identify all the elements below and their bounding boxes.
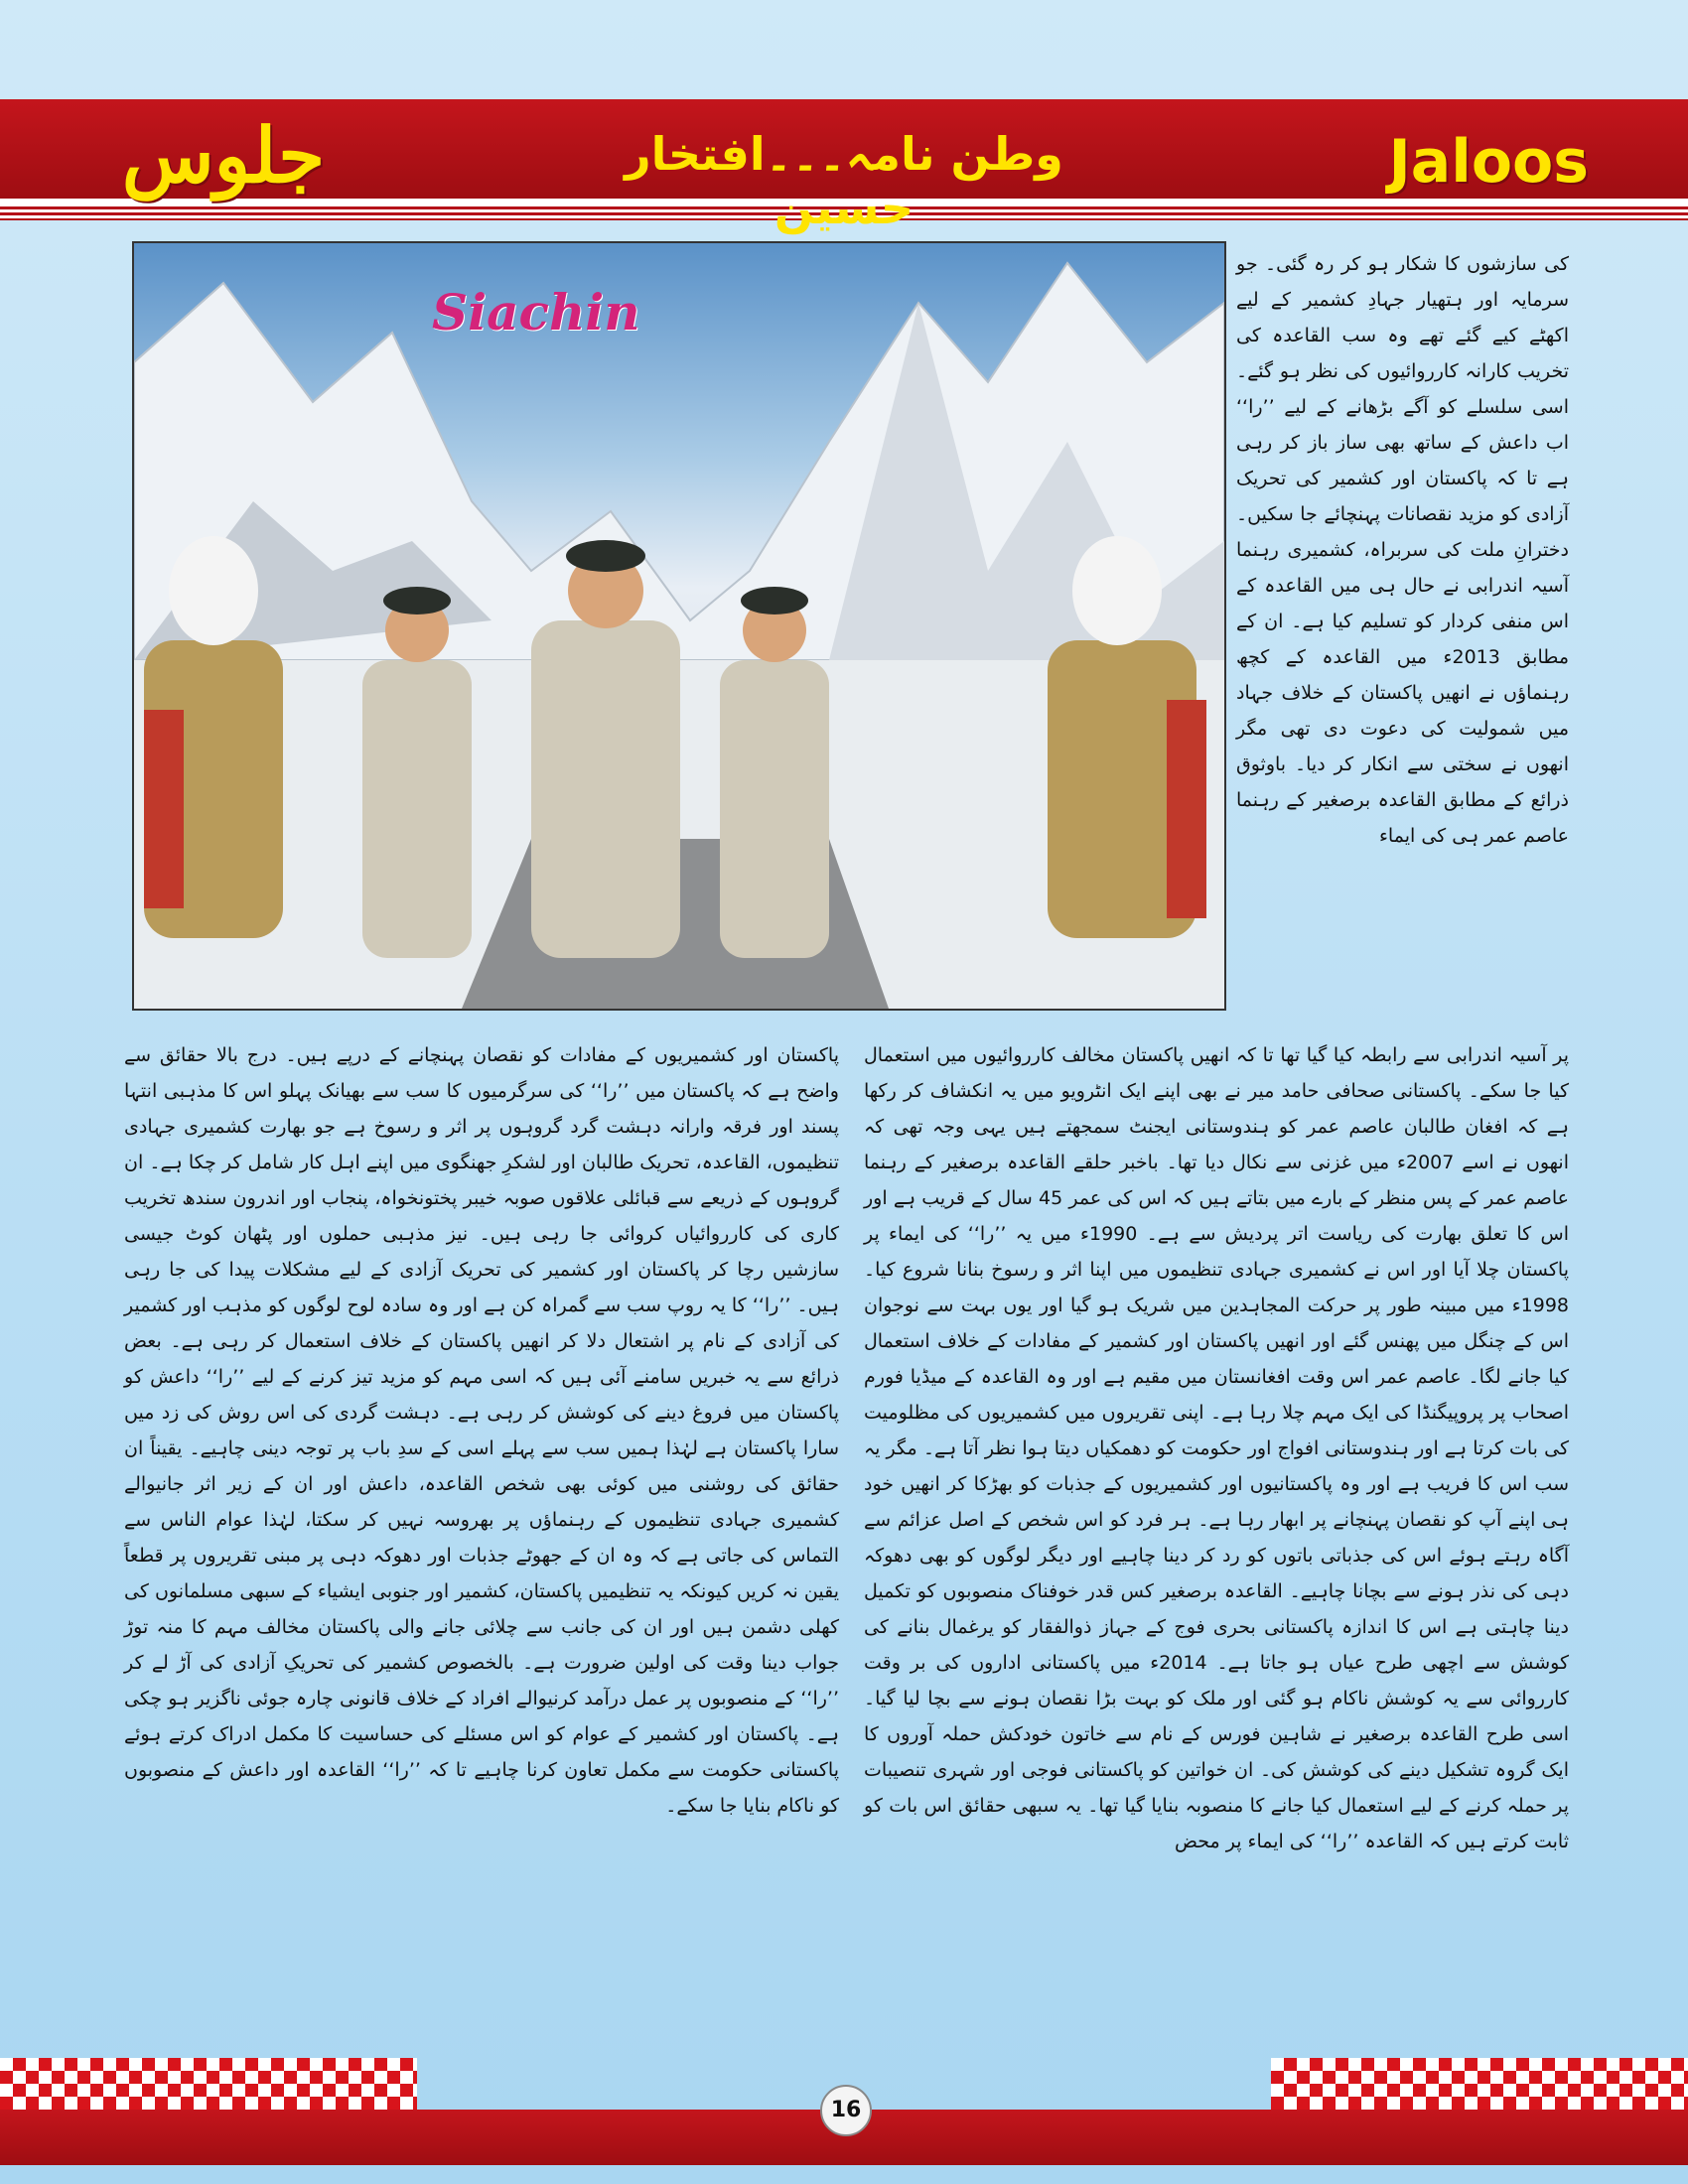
page-number: 16 <box>820 2085 872 2136</box>
photo-illustration <box>134 243 1224 1009</box>
article-paragraph: کی سازشوں کا شکار ہو کر رہ گئی۔ جو سرمایہ اور ہتھیار جہادِ کشمیر کے لیے اکھٹے کیے گئے تھے وہ سب القاعدہ کی تخریب کارانہ کارروائیوں کی نظر ہو گئے۔ اسی سلسلے کو آگے بڑھانے کے لیے ’’را‘‘ اب داعش کے ساتھ بھی ساز باز کر رہی ہے تا کہ پاکستان اور کشمیر کی تحریک آزادی کو مزید نقصانات پہنچائے جا سکیں۔ دخترانِ ملت کی سربراہ، کشمیری رہنما آسیہ اندرابی نے حال ہی میں القاعدہ کے اس منفی کردار کو تسلیم کیا ہے۔ ان کے مطابق 2013ء میں القاعدہ کے کچھ رہنماؤں نے انھیں پاکستان کے خلاف جہاد میں شمولیت کی دعوت دی تھی مگر انھوں نے سختی سے انکار کر دیا۔ باوثوق ذرائع کے مطابق القاعدہ برصغیر کے رہنما عاصم عمر ہی کی ایماء <box>1236 253 1569 847</box>
column-title: وطن نامہ۔۔۔افتخار حسین <box>625 127 1063 234</box>
magazine-logo-urdu: جلوس <box>121 111 326 200</box>
footer-checker-left <box>0 2058 417 2110</box>
footer-checker-right <box>1271 2058 1688 2110</box>
article-column-left <box>124 1037 839 1824</box>
photo-caption: Siachin <box>432 283 640 341</box>
article-paragraph: پر آسیہ اندرابی سے رابطہ کیا گیا تھا تا کہ انھیں پاکستان مخالف کارروائیوں میں استعمال کیا جا سکے۔ پاکستانی صحافی حامد میر نے بھی اپنے ایک انٹرویو میں یہ انکشاف کر رکھا ہے کہ افغان طالبان عاصم عمر کو ہندوستانی ایجنٹ سمجھتے ہیں یہی وجہ تھی کہ انھوں نے اسے 2007ء میں غزنی سے نکال دیا تھا۔ باخبر حلقے القاعدہ برصغیر کے رہنما عاصم عمر کے پس منظر کے بارے میں بتاتے ہیں کہ اس کی عمر 45 سال کے قریب ہے اور اس کا تعلق بھارت کی ریاست اتر پردیش سے ہے۔ 1990ء میں یہ ’’را‘‘ کی ایماء پر پاکستان چلا آیا اور اس نے کشمیری جہادی تنظیموں میں اپنا اثر و رسوخ بنانا شروع کیا۔ 1998ء میں مبینہ طور پر حرکت المجاہدین میں شریک ہو گیا اور یوں بہت سے نوجوان اس کے چنگل میں پھنس گئے اور انھیں پاکستان اور کشمیر کے مفادات کے خلاف استعمال کیا جانے لگا۔ عاصم عمر اس وقت افغانستان میں مقیم ہے اور وہ القاعدہ کے میڈیا فورم اصحاب پر پروپیگنڈا کی ایک مہم چلا رہا ہے۔ اپنی تقریروں میں کشمیریوں کی مظلومیت کی بات کرتا ہے اور ہندوستانی افواج اور حکومت کو دھمکیاں دیتا ہوا نظر آتا ہے۔ مگر یہ سب اس کا فریب ہے اور وہ پاکستانیوں اور کشمیریوں کے جذبات کو بھڑکا کر انھیں خود ہی اپنے آپ کو نقصان پہنچانے پر ابھار رہا ہے۔ ہر فرد کو اس شخص کے اصل عزائم سے آگاہ رہتے ہوئے اس کی جذباتی باتوں کو رد کر دینا چاہیے اور دیگر لوگوں کو بھی دھوکہ دہی کی نذر ہونے سے بچانا چاہیے۔ القاعدہ برصغیر کس قدر خوفناک منصوبوں کو تکمیل دینا چاہتی ہے اس کا اندازہ پاکستانی بحری فوج کے جہاز ذوالفقار کو یرغمال بنانے کی کوشش سے اچھی طرح عیاں ہو جاتا ہے۔ 2014ء میں پاکستانی اداروں کی بر وقت کارروائی سے یہ کوشش ناکام ہو گئی اور ملک کو بہت بڑا نقصان ہونے سے بچا لیا گیا۔ اسی طرح القاعدہ برصغیر نے شاہین فورس کے نام سے خاتون خودکش حملہ آوروں کا ایک گروہ تشکیل دینے کی کوشش کی۔ ان خواتین کو پاکستانی فوجی اور شہری تنصیبات پر حملہ کرنے کے لیے استعمال کیا جانے کا منصوبہ بنایا گیا تھا۔ یہ سبھی حقائق اس بات کو ثابت کرتے ہیں کہ القاعدہ ’’را‘‘ کی ایماء پر محض <box>864 1044 1569 1852</box>
article-column-right-top <box>1236 246 1569 854</box>
article-column-middle <box>864 1037 1569 1859</box>
article-paragraph: پاکستان اور کشمیریوں کے مفادات کو نقصان پہنچانے کے درپے ہیں۔ درج بالا حقائق سے واضح ہے کہ پاکستان میں ’’را‘‘ کی سرگرمیوں کا سب سے بھیانک پہلو اس کا مذہبی انتہا پسند اور فرقہ وارانہ دہشت گرد گروہوں پر اثر و رسوخ ہے جو بھارت کشمیری جہادی تنظیموں، القاعدہ، تحریک طالبان اور لشکرِ جھنگوی میں اپنے اہل کار شامل کر چکا ہے۔ ان گروہوں کے ذریعے سے قبائلی علاقوں صوبہ خیبر پختونخواہ، پنجاب اور اندرون سندھ تخریب کاری کی کارروائیاں کروائی جا رہی ہیں۔ نیز مذہبی حملوں اور پٹھان کوٹ جیسی سازشیں رچا کر پاکستان اور کشمیر کی تحریک آزادی کے لیے مشکلات پیدا کی جا رہی ہیں۔ ’’را‘‘ کا یہ روپ سب سے گمراہ کن ہے اور وہ سادہ لوح لوگوں کو مذہب اور کشمیر کی آزادی کے نام پر اشتعال دلا کر انھیں پاکستان کے خلاف استعمال کر رہی ہے۔ بعض ذرائع سے یہ خبریں سامنے آئی ہیں کہ اسی مہم کو مزید تیز کرنے کے لیے ’’را‘‘ داعش کو پاکستان میں فروغ دینے کی کوشش کر رہی ہے۔ دہشت گردی کی اس روش کی زد میں سارا پاکستان ہے لہٰذا ہمیں سب سے پہلے اسی کے سدِ باب پر توجہ دینی چاہیے۔ یقیناً ان حقائق کی روشنی میں کوئی بھی شخص القاعدہ، داعش اور ان کے زیر اثر جانیوالے کشمیری جہادی تنظیموں کے رہنماؤں پر بھروسہ نہیں کر سکتا، لہٰذا عوام الناس سے التماس کی جاتی ہے کہ وہ ان کے جھوٹے جذبات اور دھوکہ دہی پر مبنی تقریروں پر قطعاً یقین نہ کریں کیونکہ یہ تنظیمیں پاکستان، کشمیر اور جنوبی ایشیاء کے سبھی مسلمانوں کی کھلی دشمن ہیں اور ان کی جانب سے چلائی جانے والی پاکستان مخالف مہم کا منہ توڑ جواب دینا وقت کی اولین ضرورت ہے۔ بالخصوص کشمیر کی تحریکِ آزادی کی آڑ لے کر ’’را‘‘ کے منصوبوں پر عمل درآمد کرنیوالے افراد کے خلاف قانونی چارہ جوئی ناگزیر ہو چکی ہے۔ پاکستان اور کشمیر کے عوام کو اس مسئلے کی حساسیت کا مکمل ادراک کرتے ہوئے پاکستانی حکومت سے مکمل تعاون کرنا چاہیے تا کہ ’’را‘‘ القاعدہ اور داعش کے منصوبوں کو ناکام بنایا جا سکے۔ <box>124 1044 839 1817</box>
magazine-logo-latin: Jaloos <box>1388 127 1589 197</box>
article-photo <box>132 241 1226 1011</box>
